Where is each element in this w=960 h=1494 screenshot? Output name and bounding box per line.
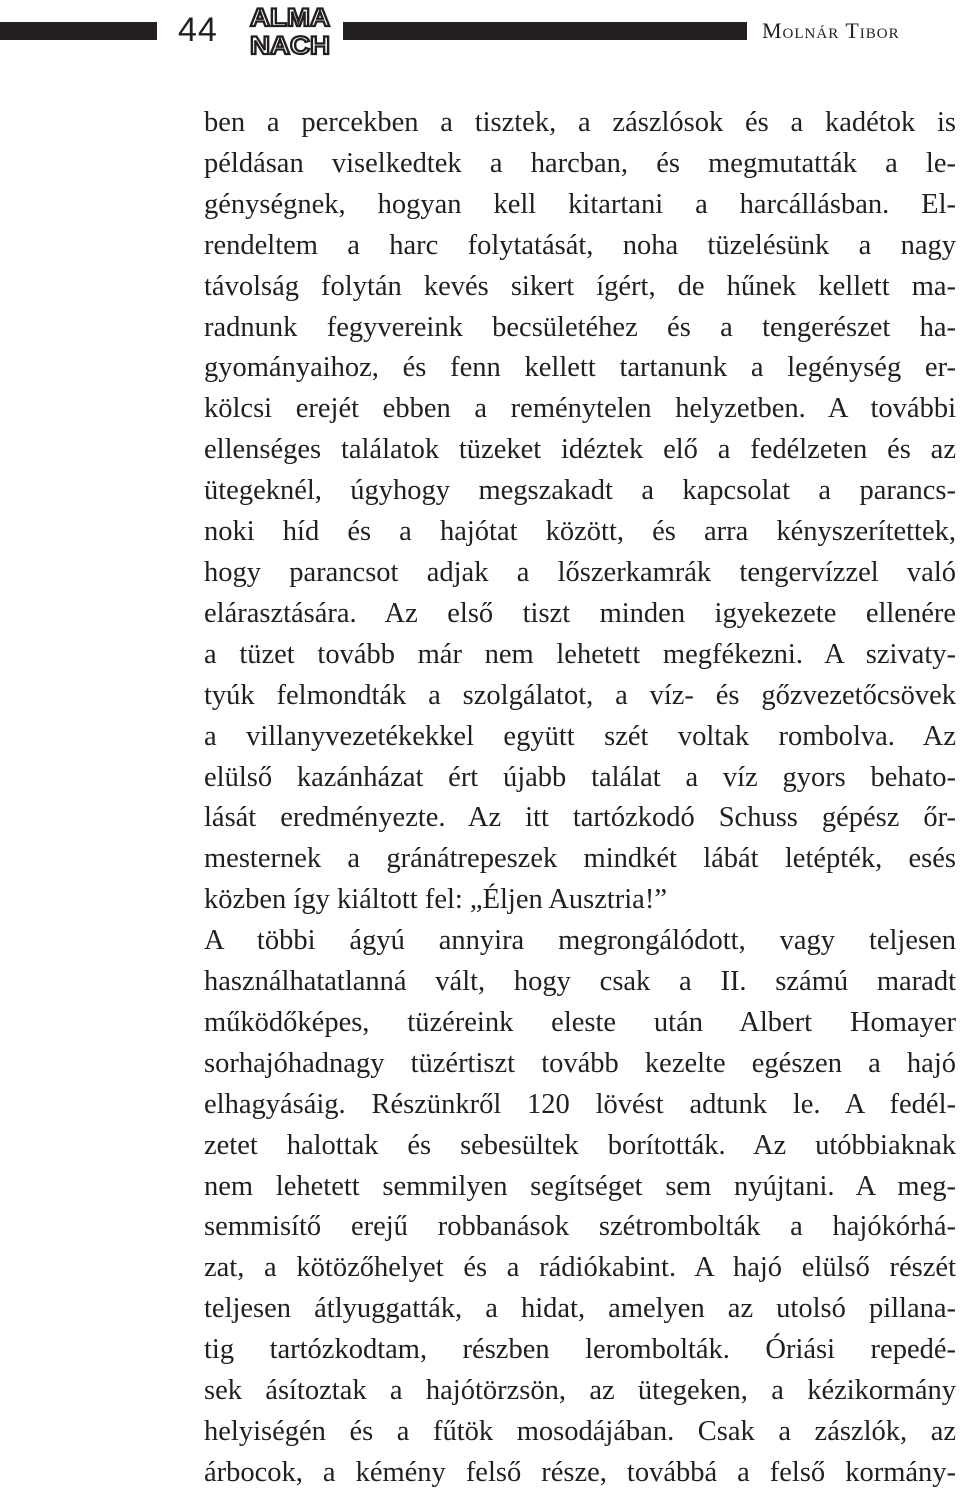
- text-line: helyiségén és a fűtök mosodájában. Csak a zászlók, az: [204, 1416, 956, 1447]
- text-line: ben a percekben a tisztek, a zászlósok és a kadétok is: [204, 107, 956, 138]
- text-line: mesternek a gránátrepeszek mindkét lábát letépték, esés: [204, 843, 956, 875]
- text-line: tig tartózkodtam, részben lerombolták. Óriási repedé-: [204, 1334, 956, 1366]
- text-line: gyományaihoz, és fenn kellett tartanunk a legénység er-: [204, 352, 956, 384]
- page-number: 44: [178, 11, 218, 49]
- header-rule-right: [343, 22, 747, 40]
- text-line: közben így kiáltott fel: „Éljen Ausztria!”: [204, 884, 667, 916]
- text-line: zetet halottak és sebesültek borították. Az utóbbiaknak: [204, 1129, 956, 1161]
- text-line: nem lehetett semmilyen segítséget sem nyújtani. A meg-: [204, 1170, 956, 1202]
- svg-text:ALMA: ALMA: [250, 4, 330, 32]
- text-line: sek ásítoztak a hajótörzsön, az ütegeken, a kézikormány: [204, 1375, 956, 1407]
- text-line: működőképes, tüzéreink eleste után Albert Homayer: [204, 1006, 956, 1038]
- text-line: radnunk fegyvereink becsületéhez és a tengerészet ha-: [204, 311, 956, 343]
- text-line: ütegeknél, úgyhogy megszakadt a kapcsolat a parancs-: [204, 475, 956, 507]
- svg-text:NACH: NACH: [250, 32, 330, 58]
- text-line: példásan viselkedtek a harcban, és megmutatták a le-: [204, 147, 956, 179]
- text-line: elárasztására. Az első tiszt minden igyekezete ellenére: [204, 597, 956, 629]
- page-header: [0, 0, 960, 62]
- text-line: teljesen átlyuggatták, a hidat, amelyen az utolsó pillana-: [204, 1293, 956, 1325]
- running-head-author: Molnár Tibor: [762, 18, 900, 43]
- text-line: elülső kazánházat ért újabb találat a víz gyors behato-: [204, 761, 956, 793]
- text-line: rendeltem a harc folytatását, noha tüzelésünk a nagy: [204, 229, 956, 261]
- text-line: használhatatlanná vált, hogy csak a II. számú maradt: [204, 966, 956, 998]
- text-line: sorhajóhadnagy tüzértiszt tovább kezelte egészen a hajó: [204, 1047, 956, 1079]
- text-line: elhagyásáig. Részünkről 120 lövést adtunk le. A fedél-: [204, 1088, 956, 1120]
- text-line: kölcsi erejét ebben a reménytelen helyzetben. A további: [204, 393, 956, 425]
- header-rule-left: [0, 22, 157, 40]
- almanach-logo: [247, 2, 333, 58]
- text-line: a tüzet tovább már nem lehetett megfékezni. A szivaty-: [204, 638, 956, 670]
- text-line: génységnek, hogyan kell kitartani a harcállásban. El-: [204, 188, 956, 220]
- text-line: A többi ágyú annyira megrongálódott, vagy teljesen: [204, 925, 956, 957]
- text-line: távolság folytán kevés sikert ígért, de hűnek kellett ma-: [204, 270, 956, 302]
- text-line: noki híd és a hajótat között, és arra kényszerítettek,: [204, 516, 956, 548]
- text-line: hogy parancsot adjak a lőszerkamrák tengervízzel való: [204, 556, 956, 588]
- text-line: árbocok, a kémény felső része, továbbá a felső kormány-: [204, 1456, 956, 1488]
- text-line: lását eredményezte. Az itt tartózkodó Schuss gépész őr-: [204, 802, 956, 834]
- text-line: ellenséges találatok tüzeket idéztek elő a fedélzeten és az: [204, 434, 956, 466]
- text-line: semmisítő erejű robbanások szétrombolták a hajókórhá-: [204, 1211, 956, 1243]
- text-line: tyúk felmondták a szolgálatot, a víz- és gőzvezetőcsövek: [204, 679, 956, 711]
- text-line: a villanyvezetékekkel együtt szét voltak rombolva. Az: [204, 720, 956, 752]
- body-text: [204, 103, 956, 1494]
- text-line: zat, a kötözőhelyet és a rádiókabint. A hajó elülső részét: [204, 1252, 956, 1284]
